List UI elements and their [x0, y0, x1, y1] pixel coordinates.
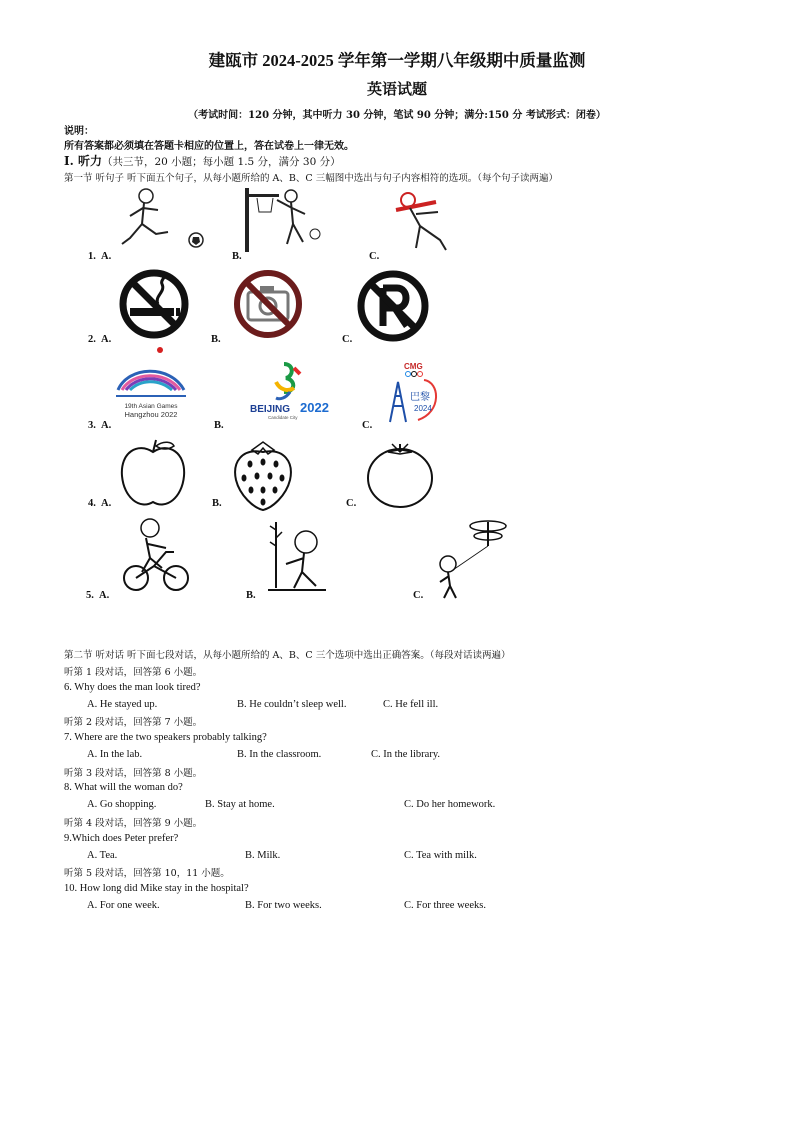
dialog-1-intro: 听第 1 段对话，回答第 6 小题。: [64, 667, 203, 678]
q10-option-c: C. For three weeks.: [404, 900, 486, 911]
question-9: 9.Which does Peter prefer?: [64, 833, 179, 844]
beijing-logo-sub: Candidate City: [268, 415, 298, 420]
q5-option-c: C.: [413, 590, 424, 601]
notes-text: 所有答案都必须填在答题卡相应的位置上，答在试卷上一律无效。: [64, 141, 354, 152]
q3-option-a: A.: [101, 420, 112, 431]
q2-option-c: C.: [342, 334, 353, 345]
q3-option-b: B.: [214, 420, 224, 431]
q7-option-c: C. In the library.: [371, 749, 441, 760]
beijing-logo-text: BEIJING: [250, 404, 291, 415]
apple-picture: [116, 438, 190, 512]
paris-logo-chars: 巴黎: [410, 392, 430, 403]
question-10: 10. How long did Mike stay in the hospital?: [64, 883, 249, 894]
hangzhou-logo-line2: Hangzhou 2022: [124, 410, 178, 419]
q2-number: 2.: [88, 334, 96, 345]
q1-option-c: C.: [369, 251, 380, 262]
question-8: 8. What will the woman do?: [64, 782, 183, 793]
q3-option-c: C.: [362, 420, 373, 431]
dialog-4-intro: 听第 4 段对话，回答第 9 小题。: [64, 818, 203, 829]
strawberry-picture: [230, 440, 296, 512]
q5-option-a: A.: [99, 590, 110, 601]
exam-subtitle: 英语试题: [366, 80, 427, 98]
beijing-2022-candidate-logo: [246, 360, 336, 420]
dialog-2-intro: 听第 2 段对话，回答第 7 小题。: [64, 717, 203, 728]
section1-instruction: 第一节 听句子 听下面五个句子，从每小题所给的 A、B、C 三幅图中选出与句子内容相符的选项。（每个句子读两遍）: [64, 173, 558, 184]
q4-option-b: B.: [212, 498, 222, 509]
q10-option-a: A. For one week.: [87, 900, 160, 911]
hangzhou-asian-games-logo: [110, 346, 192, 420]
exam-info: （考试时间：120 分钟，其中听力 30 分钟，笔试 90 分钟；满分:150 分 考试形式：闭卷）: [188, 110, 606, 121]
q3-number: 3.: [88, 420, 96, 431]
beijing-logo-year: 2022: [300, 400, 329, 415]
part1-heading: [64, 152, 341, 169]
q6-option-c: C. He fell ill.: [383, 699, 439, 710]
q4-option-c: C.: [346, 498, 357, 509]
dialog-5-intro: 听第 5 段对话，回答第 10，11 小题。: [64, 868, 230, 879]
part1-heading-title: I. 听力: [64, 154, 102, 168]
paris-2024-logo: [384, 358, 444, 426]
q8-option-c: C. Do her homework.: [404, 799, 496, 810]
q4-option-a: A.: [101, 498, 112, 509]
paris-logo-year: 2024: [414, 404, 432, 413]
boy-playing-football-picture: [112, 186, 208, 254]
section2-instruction: 第二节 听对话 听下面七段对话，从每小题所给的 A、B、C 三个选项中选出正确答案。（每段对话读两遍）: [64, 650, 511, 661]
no-parking-sign: [355, 268, 431, 344]
part1-heading-detail: （共三节，20 小题；每小题 1.5 分，满分 30 分）: [101, 156, 341, 168]
q4-number: 4.: [88, 498, 96, 509]
q2-option-b: B.: [211, 334, 221, 345]
q9-option-a: A. Tea.: [87, 850, 118, 861]
q9-option-c: C. Tea with milk.: [404, 850, 477, 861]
tomato-picture: [364, 440, 436, 510]
q5-option-b: B.: [246, 590, 256, 601]
no-smoking-sign: [118, 268, 190, 340]
q1-option-b: B.: [232, 251, 242, 262]
no-photography-sign: [232, 268, 304, 340]
paris-logo-cmg: CMG: [404, 362, 423, 371]
q6-option-a: A. He stayed up.: [87, 699, 158, 710]
q2-option-a: A.: [101, 334, 112, 345]
q10-option-b: B. For two weeks.: [245, 900, 322, 911]
q9-option-b: B. Milk.: [245, 850, 281, 861]
notes-label: 说明：: [64, 126, 94, 137]
question-7: 7. Where are the two speakers probably talking?: [64, 732, 267, 743]
question-6: 6. Why does the man look tired?: [64, 682, 201, 693]
q7-option-b: B. In the classroom.: [237, 749, 322, 760]
baseball-player-picture: [386, 188, 466, 256]
dialog-3-intro: 听第 3 段对话，回答第 8 小题。: [64, 768, 203, 779]
q8-option-b: B. Stay at home.: [205, 799, 275, 810]
hangzhou-logo-line1: 19th Asian Games: [124, 403, 178, 410]
basketball-picture: [243, 186, 323, 254]
boy-flying-kite-picture: [430, 516, 510, 600]
q8-option-a: A. Go shopping.: [87, 799, 157, 810]
boy-riding-bike-picture: [120, 516, 192, 596]
q1-number: 1.: [88, 251, 96, 262]
q1-option-a: A.: [101, 251, 112, 262]
q6-option-b: B. He couldn’t sleep well.: [237, 699, 347, 710]
exam-title: 建瓯市 2024-2025 学年第一学期八年级期中质量监测: [208, 51, 586, 70]
q7-option-a: A. In the lab.: [87, 749, 143, 760]
q5-number: 5.: [86, 590, 94, 601]
boy-planting-tree-picture: [264, 518, 330, 594]
